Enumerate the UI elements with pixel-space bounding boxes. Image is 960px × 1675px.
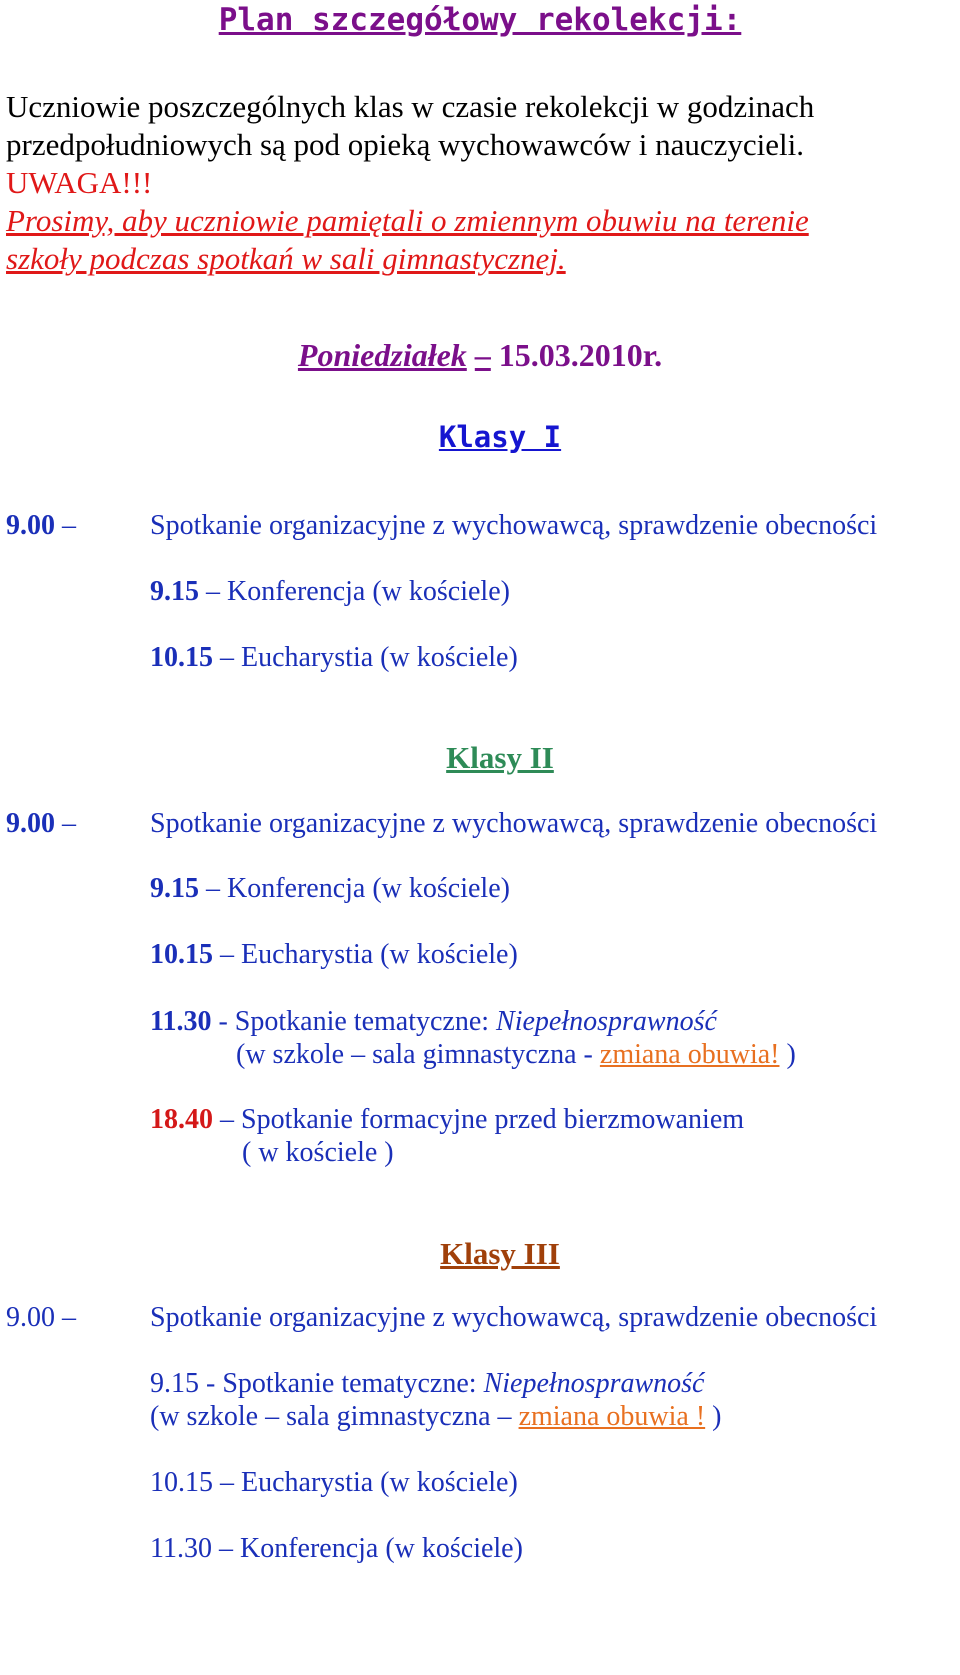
item-sep: – xyxy=(55,808,76,839)
day-date: 15.03.2010r. xyxy=(498,337,663,373)
item-sep: - xyxy=(199,1368,223,1399)
item-time: 9.00 xyxy=(6,808,55,839)
klasy-iii-heading: Klasy III xyxy=(440,1236,560,1271)
item-text: Spotkanie tematyczne: xyxy=(222,1368,484,1399)
item-text: Konferencja (w kościele) xyxy=(239,1533,523,1564)
klasy-ii-item-3 xyxy=(150,939,518,971)
klasy-iii-item-1 xyxy=(6,1302,76,1334)
klasy-iii-item-2 xyxy=(150,1368,704,1400)
item-time: 10.15 xyxy=(150,939,213,970)
item-time: 18.40 xyxy=(150,1104,213,1135)
klasy-iii-item-3 xyxy=(150,1467,518,1499)
item-time: 9.15 xyxy=(150,1368,199,1399)
item-time: 9.15 xyxy=(150,873,199,904)
klasy-i-item-3 xyxy=(150,642,518,674)
klasy-i-item-1-text: Spotkanie organizacyjne z wychowawcą, sprawdzenie obecności xyxy=(150,510,878,541)
klasy-ii-heading: Klasy II xyxy=(446,740,554,775)
klasy-i-heading: Klasy I xyxy=(438,420,562,454)
shoe-change-link[interactable]: zmiana obuwia! xyxy=(599,1039,780,1070)
item-text: Spotkanie tematyczne: xyxy=(234,1006,497,1037)
klasy-ii-item-4-line2 xyxy=(236,1039,796,1071)
klasy-ii-item-1 xyxy=(6,808,76,840)
item-time: 9.15 xyxy=(150,576,199,607)
warning-line-2: szkoły podczas spotkań w sali gimnastycznej. xyxy=(6,241,566,276)
day-heading xyxy=(0,337,960,374)
item-location: (w szkole – sala gimnastyczna - xyxy=(236,1039,600,1070)
klasy-iii-item-4 xyxy=(150,1533,523,1565)
item-text: Eucharystia (w kościele) xyxy=(241,939,518,970)
item-sep: – xyxy=(213,1467,241,1498)
klasy-ii-item-4 xyxy=(150,1006,717,1038)
item-topic: Niepełnosprawność xyxy=(496,1006,717,1037)
day-dash: – xyxy=(474,337,491,373)
item-text: Eucharystia (w kościele) xyxy=(241,1467,518,1498)
item-text: Konferencja (w kościele) xyxy=(227,873,510,904)
klasy-ii-item-2 xyxy=(150,873,510,905)
item-time: 9.00 xyxy=(6,1302,55,1333)
item-sep: – xyxy=(213,642,241,673)
day-name: Poniedziałek xyxy=(297,337,467,373)
item-time: 10.15 xyxy=(150,1467,213,1498)
klasy-ii-item-1-text: Spotkanie organizacyjne z wychowawcą, sprawdzenie obecności xyxy=(150,808,878,839)
klasy-iii-item-2-line2 xyxy=(150,1401,721,1433)
page-title: Plan szczegółowy rekolekcji: xyxy=(218,2,742,38)
item-sep: – xyxy=(199,576,227,607)
item-time: 11.30 xyxy=(150,1533,212,1564)
item-sep: - xyxy=(211,1006,235,1037)
item-sep: – xyxy=(213,939,241,970)
item-time: 10.15 xyxy=(150,642,213,673)
item-time: 9.00 xyxy=(6,510,55,541)
item-sep: – xyxy=(55,1302,76,1333)
item-location: (w szkole – sala gimnastyczna – xyxy=(150,1401,519,1432)
klasy-i-item-1 xyxy=(6,510,76,542)
intro-line-1: Uczniowie poszczególnych klas w czasie rekolekcji w godzinach xyxy=(6,89,815,124)
item-topic: Niepełnosprawność xyxy=(483,1368,705,1399)
warning-label: UWAGA!!! xyxy=(6,165,153,200)
item-close: ) xyxy=(779,1039,796,1070)
item-time: 11.30 xyxy=(150,1006,212,1037)
klasy-ii-item-5-line2: ( w kościele ) xyxy=(242,1137,394,1168)
item-sep: – xyxy=(213,1104,241,1135)
warning-line-1: Prosimy, aby uczniowie pamiętali o zmiennym obuwiu na terenie xyxy=(6,203,809,238)
item-text: Eucharystia (w kościele) xyxy=(241,642,518,673)
item-sep: – xyxy=(199,873,227,904)
klasy-iii-item-1-text: Spotkanie organizacyjne z wychowawcą, sprawdzenie obecności xyxy=(150,1302,878,1333)
klasy-ii-item-5 xyxy=(150,1104,744,1136)
item-close: ) xyxy=(705,1401,722,1432)
item-sep: – xyxy=(211,1533,240,1564)
intro-line-2: przedpołudniowych są pod opieką wychowawców i nauczycieli. xyxy=(6,127,804,162)
item-text: Spotkanie formacyjne przed bierzmowaniem xyxy=(241,1104,745,1135)
item-sep: – xyxy=(55,510,76,541)
shoe-change-link[interactable]: zmiana obuwia ! xyxy=(518,1401,706,1432)
klasy-i-item-2 xyxy=(150,576,510,608)
item-text: Konferencja (w kościele) xyxy=(227,576,510,607)
